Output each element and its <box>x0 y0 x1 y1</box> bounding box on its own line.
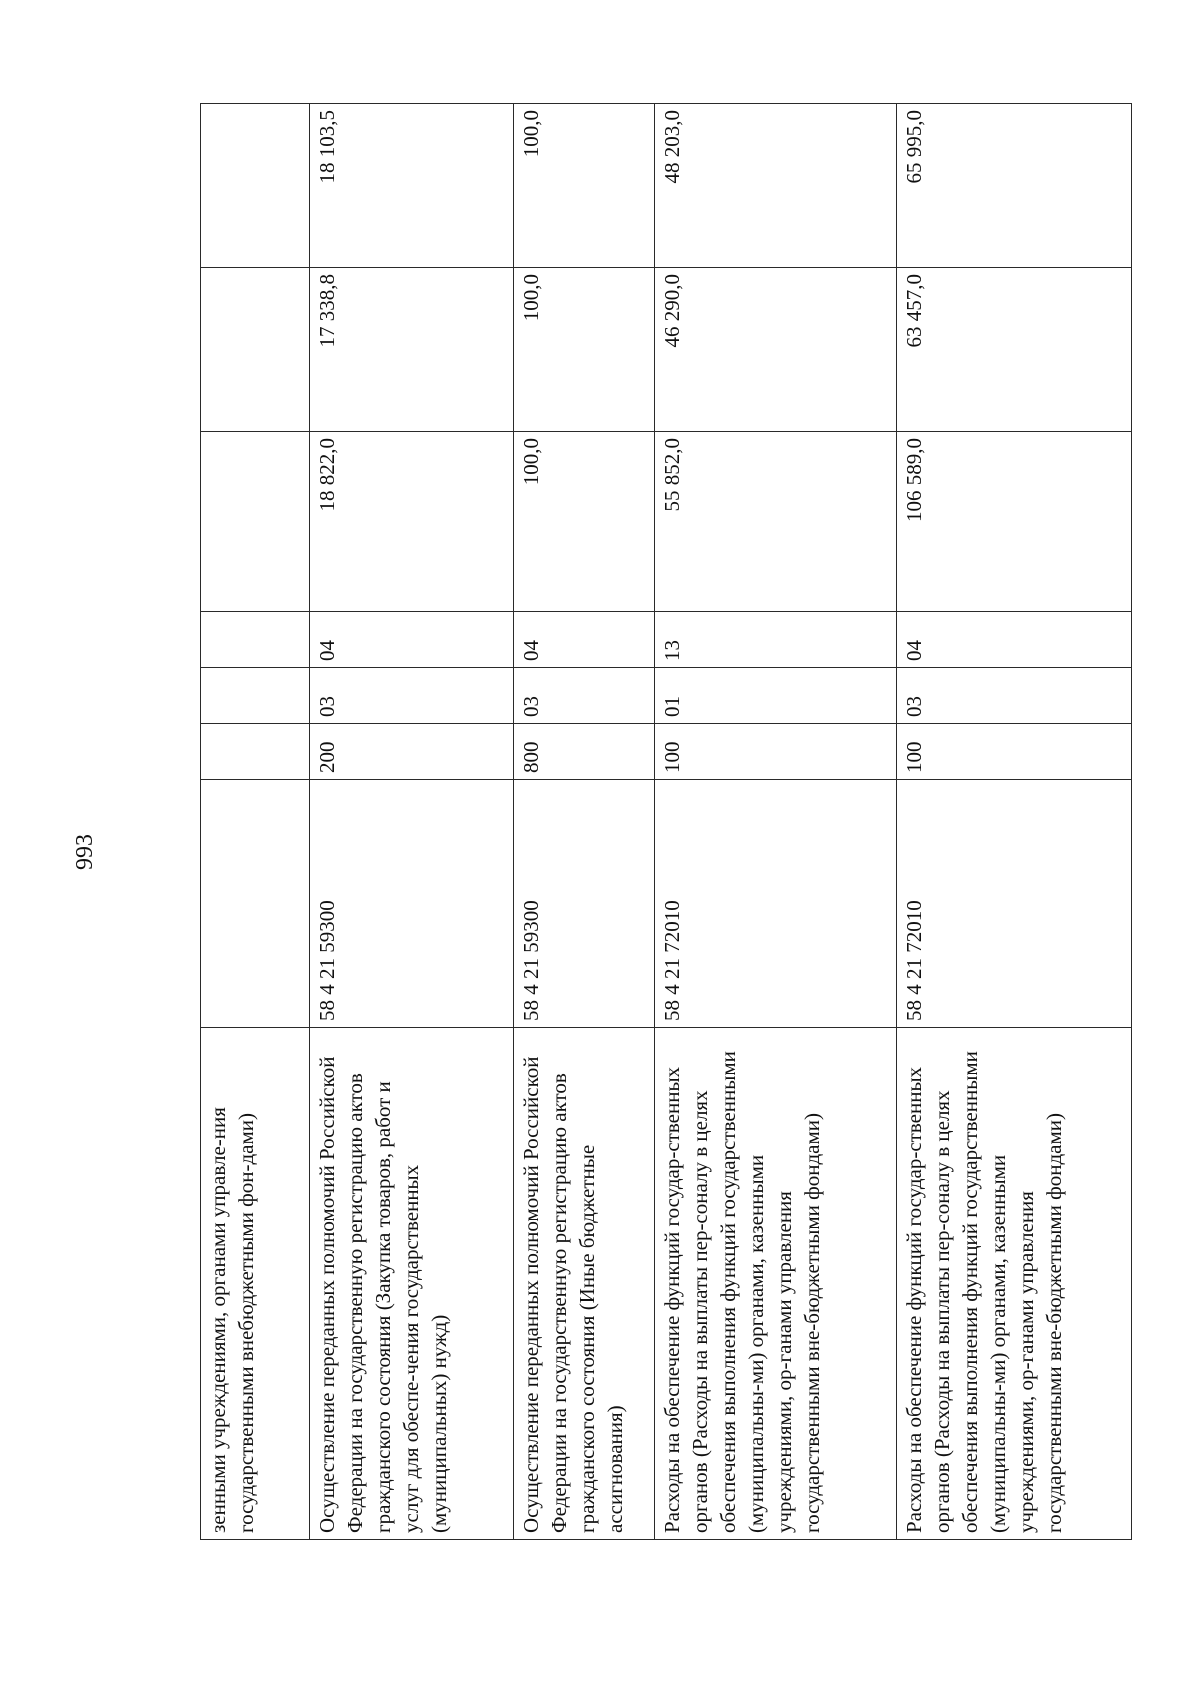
kcsr-cell: 58 4 21 72010 <box>655 780 897 1028</box>
rz-cell: 03 <box>514 668 655 724</box>
kcsr-cell: 58 4 21 59300 <box>514 780 655 1028</box>
rz-cell: 03 <box>309 668 514 724</box>
pr-cell: 13 <box>655 612 897 668</box>
sum3-cell: 100,0 <box>514 104 655 268</box>
description-cell: Осуществление переданных полномочий Российской Федерации на государственную регистрацию актов гражданского состояния (Закупка товаров, работ и услуг для обеспе-чения государственных (муниципальных) нужд) <box>309 1028 514 1540</box>
sum3-cell: 18 103,5 <box>309 104 514 268</box>
sum1-cell: 106 589,0 <box>896 432 1131 612</box>
pr-cell: 04 <box>896 612 1131 668</box>
table-row <box>514 104 655 1540</box>
kvr-cell: 100 <box>655 724 897 780</box>
table-body <box>201 104 1132 1540</box>
pr-cell <box>201 612 310 668</box>
rz-cell: 03 <box>896 668 1131 724</box>
sum1-cell: 100,0 <box>514 432 655 612</box>
pr-cell: 04 <box>309 612 514 668</box>
sum3-cell <box>201 104 310 268</box>
budget-table <box>200 103 1132 1540</box>
sum1-cell: 18 822,0 <box>309 432 514 612</box>
kvr-cell <box>201 724 310 780</box>
kcsr-cell: 58 4 21 72010 <box>896 780 1131 1028</box>
table-row <box>309 104 514 1540</box>
description-cell: зенными учреждениями, органами управле-ния государственными внебюджетными фон-дами) <box>201 1028 310 1540</box>
kvr-cell: 100 <box>896 724 1131 780</box>
rz-cell <box>201 668 310 724</box>
page-number: 993 <box>71 834 98 870</box>
sum3-cell: 48 203,0 <box>655 104 897 268</box>
description-cell: Осуществление переданных полномочий Российской Федерации на государственную регистрацию актов гражданского состояния (Иные бюджетные ассигнования) <box>514 1028 655 1540</box>
sum1-cell: 55 852,0 <box>655 432 897 612</box>
sum2-cell: 17 338,8 <box>309 268 514 432</box>
table-row <box>896 104 1131 1540</box>
kcsr-cell <box>201 780 310 1028</box>
kvr-cell: 200 <box>309 724 514 780</box>
description-cell: Расходы на обеспечение функций государ-ственных органов (Расходы на выплаты пер-соналу в целях обеспечения выполнения функций государственными (муниципальны-ми) органами, казенными учреждениями, ор-ганами управления государственными вне-бюджетными фондами) <box>896 1028 1131 1540</box>
kcsr-cell: 58 4 21 59300 <box>309 780 514 1028</box>
description-cell: Расходы на обеспечение функций государ-ственных органов (Расходы на выплаты пер-соналу в целях обеспечения выполнения функций государственными (муниципальны-ми) органами, казенными учреждениями, ор-ганами управления государственными вне-бюджетными фондами) <box>655 1028 897 1540</box>
sum2-cell <box>201 268 310 432</box>
sum2-cell: 63 457,0 <box>896 268 1131 432</box>
pr-cell: 04 <box>514 612 655 668</box>
sum2-cell: 46 290,0 <box>655 268 897 432</box>
sum3-cell: 65 995,0 <box>896 104 1131 268</box>
rz-cell: 01 <box>655 668 897 724</box>
kvr-cell: 800 <box>514 724 655 780</box>
table-row <box>201 104 310 1540</box>
table-row <box>655 104 897 1540</box>
rotated-page-content <box>200 104 1132 1540</box>
sum2-cell: 100,0 <box>514 268 655 432</box>
sum1-cell <box>201 432 310 612</box>
